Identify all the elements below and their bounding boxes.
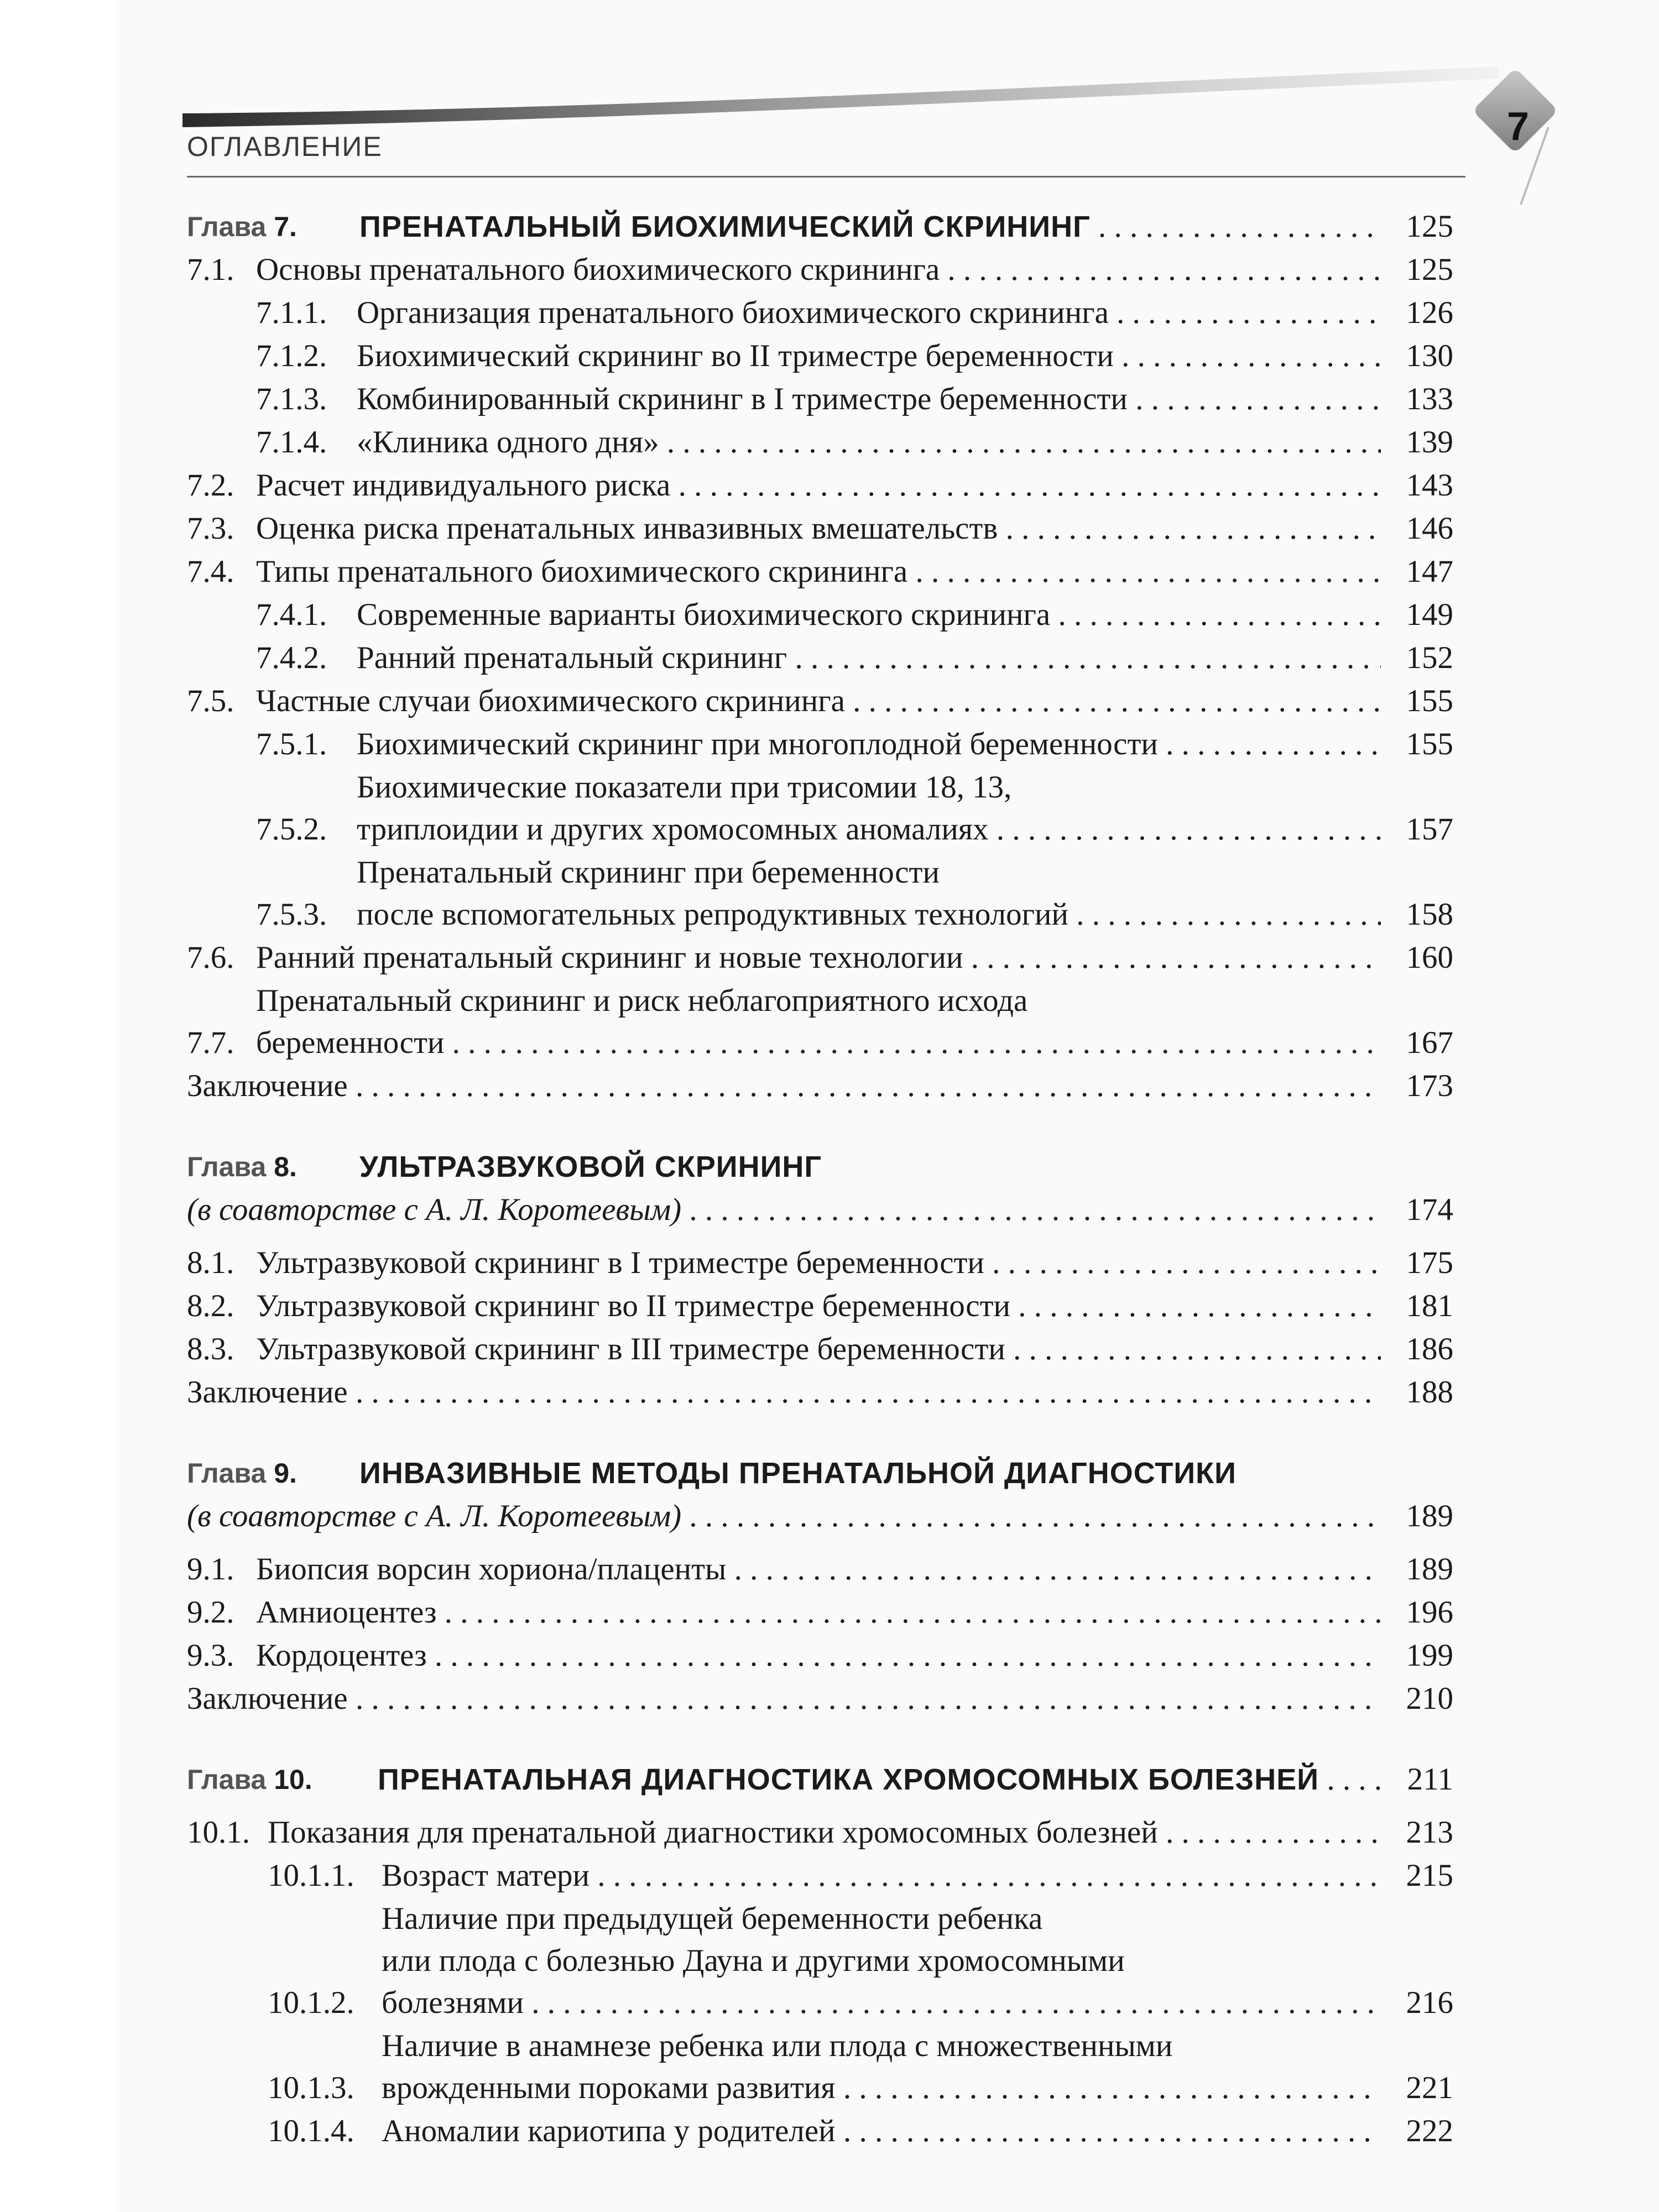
running-head: ОГЛАВЛЕНИЕ — [187, 131, 383, 162]
chapter-title: УЛЬТРАЗВУКОВОЙ СКРИНИНГ — [359, 1150, 822, 1183]
toc-entry: 7.5.2. Биохимические показатели при трисомии 18, 13, триплоидии и других хромосомных аномалиях . . . 157 — [187, 766, 1453, 851]
toc-entry: 7.3. Оценка риска пренатальных инвазивных вмешательств . . . 146 — [187, 508, 1453, 550]
chapter-title: ПРЕНАТАЛЬНАЯ ДИАГНОСТИКА ХРОМОСОМНЫХ БОЛЕЗНЕЙ . . . — [378, 1759, 1381, 1801]
toc-entry: 7.1.3. Комбинированный скрининг в I триместре беременности . . . 133 — [187, 378, 1453, 420]
toc-entry: 9.3. Кордоцентез . . . 199 — [187, 1635, 1453, 1677]
header-rule — [187, 176, 1465, 178]
chapter-label: Глава 8. — [187, 1151, 297, 1182]
toc-entry: 7.4. Типы пренатального биохимического скрининга . . . 147 — [187, 551, 1453, 593]
toc-conclusion: Заключение . . . 173 — [187, 1065, 1453, 1107]
page-ref: 125 — [1406, 209, 1453, 244]
toc-chapter-10 — [187, 1759, 1453, 1801]
chapter-label: Глава 10. — [187, 1764, 312, 1795]
toc-entry: 7.1. Основы пренатального биохимического скрининга . . . 125 — [187, 249, 1453, 291]
toc-entry: 10.1.4. Аномалии кариотипа у родителей . . . 222 — [187, 2110, 1453, 2152]
chapter-coauthor-line: (в соавторстве с А. Л. Коротеевым) . . . 189 — [187, 1495, 1453, 1537]
toc-entry: 7.4.1. Современные варианты биохимического скрининга . . . 149 — [187, 594, 1453, 636]
chapter-title: ПРЕНАТАЛЬНЫЙ БИОХИМИЧЕСКИЙ СКРИНИНГ . . . — [359, 206, 1381, 248]
toc-entry: 7.4.2. Ранний пренатальный скрининг . . . 152 — [187, 637, 1453, 679]
toc-entry: 10.1. Показания для пренатальной диагностики хромосомных болезней . . . 213 — [187, 1812, 1453, 1854]
page-ref: 211 — [1407, 1762, 1453, 1797]
toc-entry: 9.1. Биопсия ворсин хориона/плаценты . . . 189 — [187, 1548, 1453, 1590]
toc-chapter-8 — [187, 1146, 1453, 1188]
toc-entry: 7.5.1. Биохимический скрининг при многоплодной беременности . . . 155 — [187, 723, 1453, 765]
chapter-title: ИНВАЗИВНЫЕ МЕТОДЫ ПРЕНАТАЛЬНОЙ ДИАГНОСТИКИ — [359, 1457, 1237, 1490]
toc-entry: 10.1.1. Возраст матери . . . 215 — [187, 1855, 1453, 1897]
chapter-label: Глава 7. — [187, 211, 297, 242]
toc-entry: 7.5. Частные случаи биохимического скрининга . . . 155 — [187, 680, 1453, 722]
chapter-coauthor-line: (в соавторстве с А. Л. Коротеевым) . . . 174 — [187, 1189, 1453, 1231]
toc-entry: 8.2. Ультразвуковой скрининг во II триместре беременности . . . 181 — [187, 1285, 1453, 1327]
toc-entry: 7.5.3. Пренатальный скрининг при беременности после вспомогательных репродуктивных технологий . . . 158 — [187, 852, 1453, 936]
toc-entry: 7.2. Расчет индивидуального риска . . . 143 — [187, 465, 1453, 507]
chapter-label: Глава 9. — [187, 1458, 297, 1489]
toc-chapter-7 — [187, 206, 1453, 248]
toc-entry: 10.1.2. Наличие при предыдущей беременности ребенка или плода с болезнью Дауна и другими хромосомными болезнями . . . 216 — [187, 1898, 1453, 2024]
toc-conclusion: Заключение . . . 210 — [187, 1678, 1453, 1720]
toc-entry: 7.6. Ранний пренатальный скрининг и новые технологии . . . 160 — [187, 937, 1453, 979]
toc-entry: 7.1.1. Организация пренатального биохимического скрининга . . . 126 — [187, 292, 1453, 334]
toc-entry: 9.2. Амниоцентез . . . 196 — [187, 1592, 1453, 1634]
page-number: 7 — [1506, 105, 1530, 149]
toc-conclusion: Заключение . . . 188 — [187, 1371, 1453, 1413]
toc-entry: 8.1. Ультразвуковой скрининг в I триместре беременности . . . 175 — [187, 1242, 1453, 1284]
toc-entry: 7.1.4. «Клиника одного дня» . . . 139 — [187, 421, 1453, 463]
toc-entry: 7.1.2. Биохимический скрининг во II триместре беременности . . . 130 — [187, 335, 1453, 377]
toc-entry: 10.1.3. Наличие в анамнезе ребенка или плода с множественными врожденными пороками развития . . . 221 — [187, 2025, 1453, 2109]
toc-entry: 8.3. Ультразвуковой скрининг в III триместре беременности . . . 186 — [187, 1328, 1453, 1370]
toc-entry: 7.7. Пренатальный скрининг и риск неблагоприятного исхода беременности . . . 167 — [187, 980, 1453, 1064]
table-of-contents — [187, 206, 1453, 2152]
toc-chapter-9 — [187, 1452, 1453, 1494]
